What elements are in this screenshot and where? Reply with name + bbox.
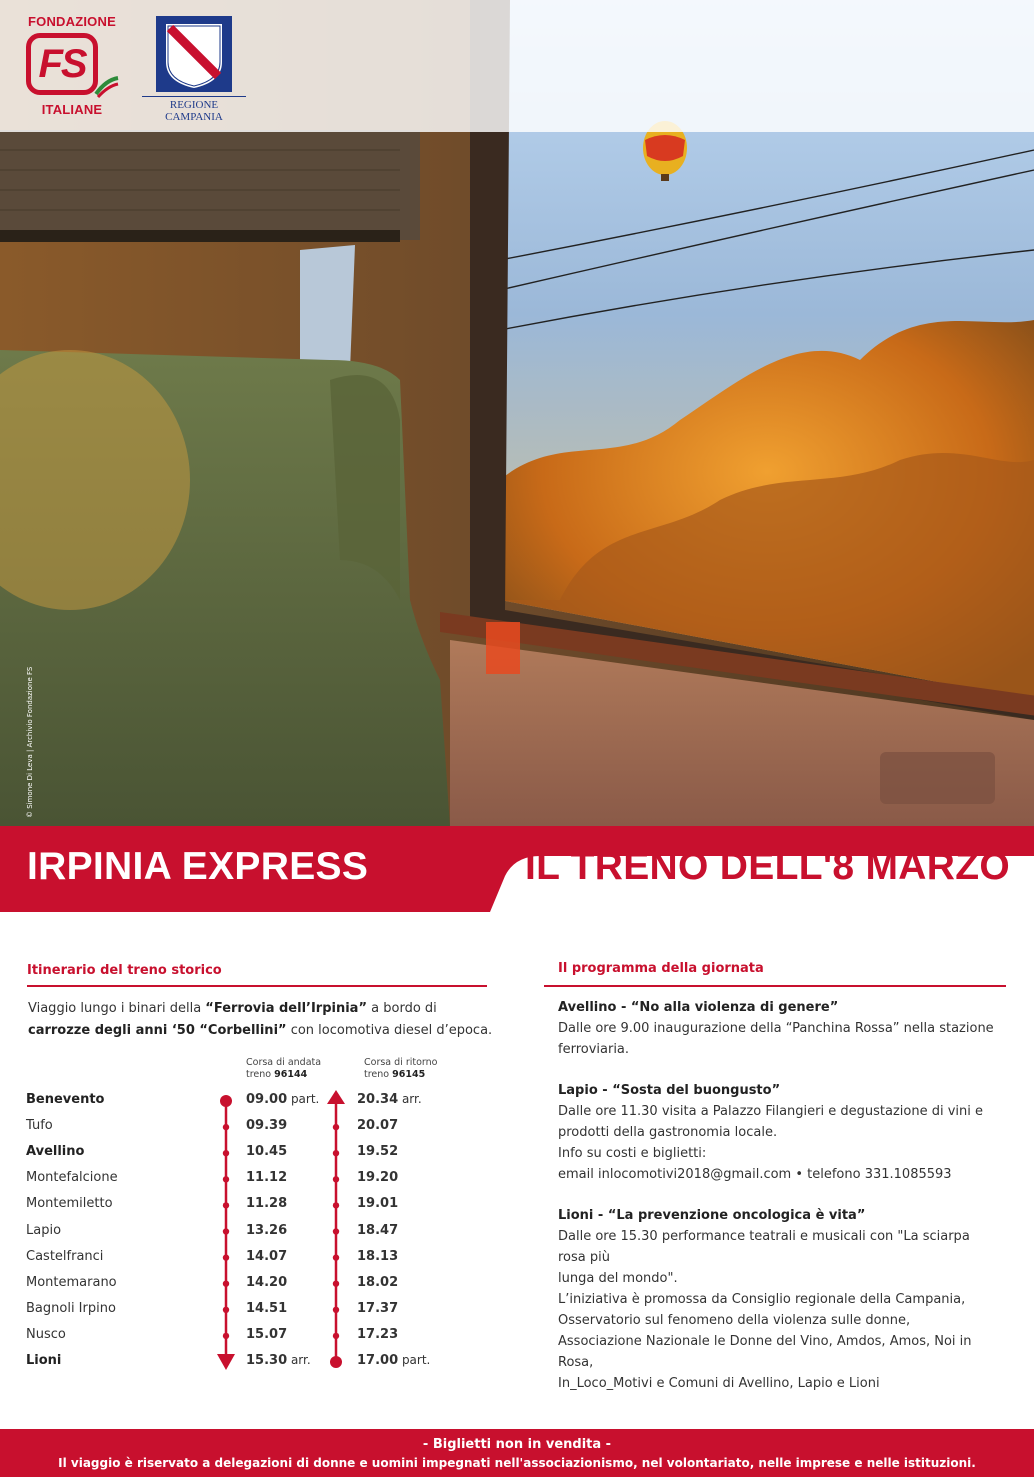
program-block-line: Dalle ore 9.00 inaugurazione della “Panchina Rossa” nella stazione bbox=[558, 1021, 994, 1036]
fondazione-fs-logo bbox=[22, 14, 122, 118]
station-name: Lioni bbox=[26, 1353, 62, 1368]
outbound-time-suffix: part. bbox=[287, 1092, 320, 1106]
fs-logo-bottom-text: ITALIANE bbox=[41, 102, 103, 117]
outbound-time bbox=[246, 1170, 287, 1185]
fs-logo-top-text: FONDAZIONE bbox=[28, 14, 116, 29]
outbound-time bbox=[246, 1196, 287, 1211]
timetable-row bbox=[0, 1223, 500, 1249]
promoters-line: Osservatorio sul fenomeno della violenza sulle donne, bbox=[558, 1313, 911, 1328]
regione-campania-logo bbox=[142, 16, 246, 123]
program-block-lioni bbox=[558, 1205, 998, 1289]
return-time-suffix: arr. bbox=[398, 1092, 422, 1106]
outbound-time bbox=[246, 1353, 311, 1368]
program-block-title: Lioni - “La prevenzione oncologica è vita” bbox=[558, 1208, 866, 1223]
outbound-time bbox=[246, 1223, 287, 1238]
timetable-row bbox=[0, 1118, 500, 1144]
program-block-line: Info su costi e biglietti: bbox=[558, 1146, 707, 1161]
outbound-time-value: 14.51 bbox=[246, 1300, 288, 1316]
return-time-value: 17.37 bbox=[357, 1300, 399, 1316]
event-subtitle: IL TRENO DELL'8 MARZO bbox=[524, 845, 1010, 888]
outbound-time-value: 11.12 bbox=[246, 1170, 288, 1186]
outbound-time-value: 09.39 bbox=[246, 1118, 288, 1134]
regione-logo-label: REGIONE CAMPANIA bbox=[142, 96, 246, 123]
program-block-line: Dalle ore 15.30 performance teatrali e musicali con "La sciarpa rosa più bbox=[558, 1229, 970, 1265]
return-time bbox=[357, 1275, 398, 1290]
program-block-line: lunga del mondo". bbox=[558, 1271, 678, 1286]
outbound-time-value: 15.07 bbox=[246, 1326, 288, 1342]
return-time-value: 18.47 bbox=[357, 1222, 399, 1238]
return-time bbox=[357, 1092, 422, 1107]
intro-carriages: carrozze degli anni ‘50 “Corbellini” bbox=[28, 1023, 287, 1038]
outbound-time-value: 15.30 bbox=[246, 1353, 288, 1368]
outbound-time-suffix: arr. bbox=[287, 1353, 311, 1367]
timetable-row bbox=[0, 1196, 500, 1222]
return-time bbox=[357, 1170, 398, 1185]
outbound-time-value: 11.28 bbox=[246, 1196, 288, 1212]
program-block-line: prodotti della gastronomia locale. bbox=[558, 1125, 778, 1140]
return-time bbox=[357, 1196, 398, 1211]
return-time-value: 19.20 bbox=[357, 1170, 399, 1186]
return-time bbox=[357, 1327, 398, 1342]
return-time bbox=[357, 1249, 398, 1264]
outbound-time-value: 09.00 bbox=[246, 1092, 288, 1107]
return-time bbox=[357, 1223, 398, 1238]
outbound-time-value: 13.26 bbox=[246, 1222, 288, 1238]
footer-reserved-note: Il viaggio è riservato a delegazioni di donne e uomini impegnati nell'associazionismo, nel volontariato, nelle imprese e nelle istituzioni. bbox=[58, 1456, 976, 1470]
return-time-suffix: part. bbox=[398, 1353, 431, 1367]
outbound-time bbox=[246, 1144, 287, 1159]
program-block-avellino bbox=[558, 997, 998, 1060]
station-name: Lapio bbox=[26, 1222, 62, 1238]
footer-notice bbox=[0, 1429, 1034, 1477]
return-time bbox=[357, 1144, 398, 1159]
event-title: IRPINIA EXPRESS bbox=[27, 845, 369, 888]
outbound-time bbox=[246, 1301, 287, 1316]
outbound-label: Corsa di andata bbox=[246, 1057, 322, 1068]
return-time bbox=[357, 1301, 398, 1316]
program-block-lapio bbox=[558, 1080, 998, 1185]
station-name: Montefalcione bbox=[26, 1170, 118, 1186]
outbound-time-value: 14.20 bbox=[246, 1274, 288, 1290]
return-label: Corsa di ritorno bbox=[364, 1057, 438, 1068]
return-time-value: 18.13 bbox=[357, 1248, 399, 1264]
timetable-row bbox=[0, 1092, 500, 1118]
outbound-time bbox=[246, 1327, 287, 1342]
return-column-header bbox=[364, 1057, 438, 1081]
fs-swoosh-icon bbox=[94, 76, 120, 98]
timetable-row bbox=[0, 1275, 500, 1301]
itinerary-heading: Itinerario del treno storico bbox=[27, 963, 222, 978]
program-block-title: Lapio - “Sosta del buongusto” bbox=[558, 1083, 781, 1098]
promoters-line: L’iniziativa è promossa da Consiglio regionale della Campania, bbox=[558, 1292, 966, 1307]
station-name: Bagnoli Irpino bbox=[26, 1300, 116, 1316]
outbound-time bbox=[246, 1092, 319, 1107]
regione-shield-icon bbox=[156, 16, 232, 92]
outbound-time-value: 10.45 bbox=[246, 1144, 288, 1160]
station-name: Benevento bbox=[26, 1092, 105, 1107]
itinerary-intro bbox=[28, 998, 498, 1042]
return-time bbox=[357, 1118, 398, 1133]
program-block-line: Dalle ore 11.30 visita a Palazzo Filangieri e degustazione di vini e bbox=[558, 1104, 984, 1119]
return-time-value: 20.07 bbox=[357, 1118, 399, 1134]
timetable-row bbox=[0, 1170, 500, 1196]
station-name: Nusco bbox=[26, 1326, 66, 1342]
intro-railway-name: “Ferrovia dell’Irpinia” bbox=[205, 1001, 368, 1016]
promoters-line: In_Loco_Motivi e Comuni di Avellino, Lapio e Lioni bbox=[558, 1376, 880, 1391]
return-time-value: 19.52 bbox=[357, 1144, 399, 1160]
return-time bbox=[357, 1353, 430, 1368]
return-time-value: 19.01 bbox=[357, 1196, 399, 1212]
timetable-row bbox=[0, 1301, 500, 1327]
program-rule bbox=[544, 985, 1006, 987]
outbound-time bbox=[246, 1118, 287, 1133]
timetable-row bbox=[0, 1249, 500, 1275]
program-block-line: ferroviaria. bbox=[558, 1042, 630, 1057]
timetable-row bbox=[0, 1327, 500, 1353]
return-time-value: 18.02 bbox=[357, 1274, 399, 1290]
return-time-value: 17.23 bbox=[357, 1326, 399, 1342]
intro-text: Viaggio lungo i binari della bbox=[28, 1001, 206, 1016]
timetable-row bbox=[0, 1353, 500, 1379]
return-time-value: 17.00 bbox=[357, 1353, 399, 1368]
program-heading: Il programma della giornata bbox=[558, 961, 764, 976]
program-block-title: Avellino - “No alla violenza di genere” bbox=[558, 1000, 839, 1015]
station-name: Tufo bbox=[26, 1118, 53, 1134]
photo-credit: © Simone Di Leva | Archivio Fondazione FS bbox=[26, 666, 34, 818]
program-block-line: email inlocomotivi2018@gmail.com • telefono 331.1085593 bbox=[558, 1167, 952, 1182]
station-name: Montemiletto bbox=[26, 1196, 113, 1212]
station-name: Avellino bbox=[26, 1144, 85, 1160]
timetable-row bbox=[0, 1144, 500, 1170]
return-train-number: 96145 bbox=[392, 1069, 426, 1080]
outbound-train-prefix: treno bbox=[246, 1069, 275, 1080]
outbound-time bbox=[246, 1275, 287, 1290]
itinerary-rule bbox=[27, 985, 487, 987]
return-time-value: 20.34 bbox=[357, 1092, 399, 1107]
outbound-train-number: 96144 bbox=[274, 1069, 308, 1080]
station-name: Montemarano bbox=[26, 1274, 117, 1290]
return-train-prefix: treno bbox=[364, 1069, 393, 1080]
outbound-time bbox=[246, 1249, 287, 1264]
outbound-time-value: 14.07 bbox=[246, 1248, 288, 1264]
promoters-text bbox=[558, 1289, 998, 1394]
intro-text: a bordo di bbox=[367, 1001, 437, 1016]
footer-tickets-note: - Biglietti non in vendita - bbox=[422, 1437, 612, 1452]
station-name: Castelfranci bbox=[26, 1248, 104, 1264]
outbound-column-header bbox=[246, 1057, 321, 1081]
fs-logo-mark: FS bbox=[38, 42, 86, 86]
intro-text: con locomotiva diesel d’epoca. bbox=[286, 1023, 493, 1038]
promoters-line: Associazione Nazionale le Donne del Vino, Amdos, Amos, Noi in Rosa, bbox=[558, 1334, 972, 1370]
